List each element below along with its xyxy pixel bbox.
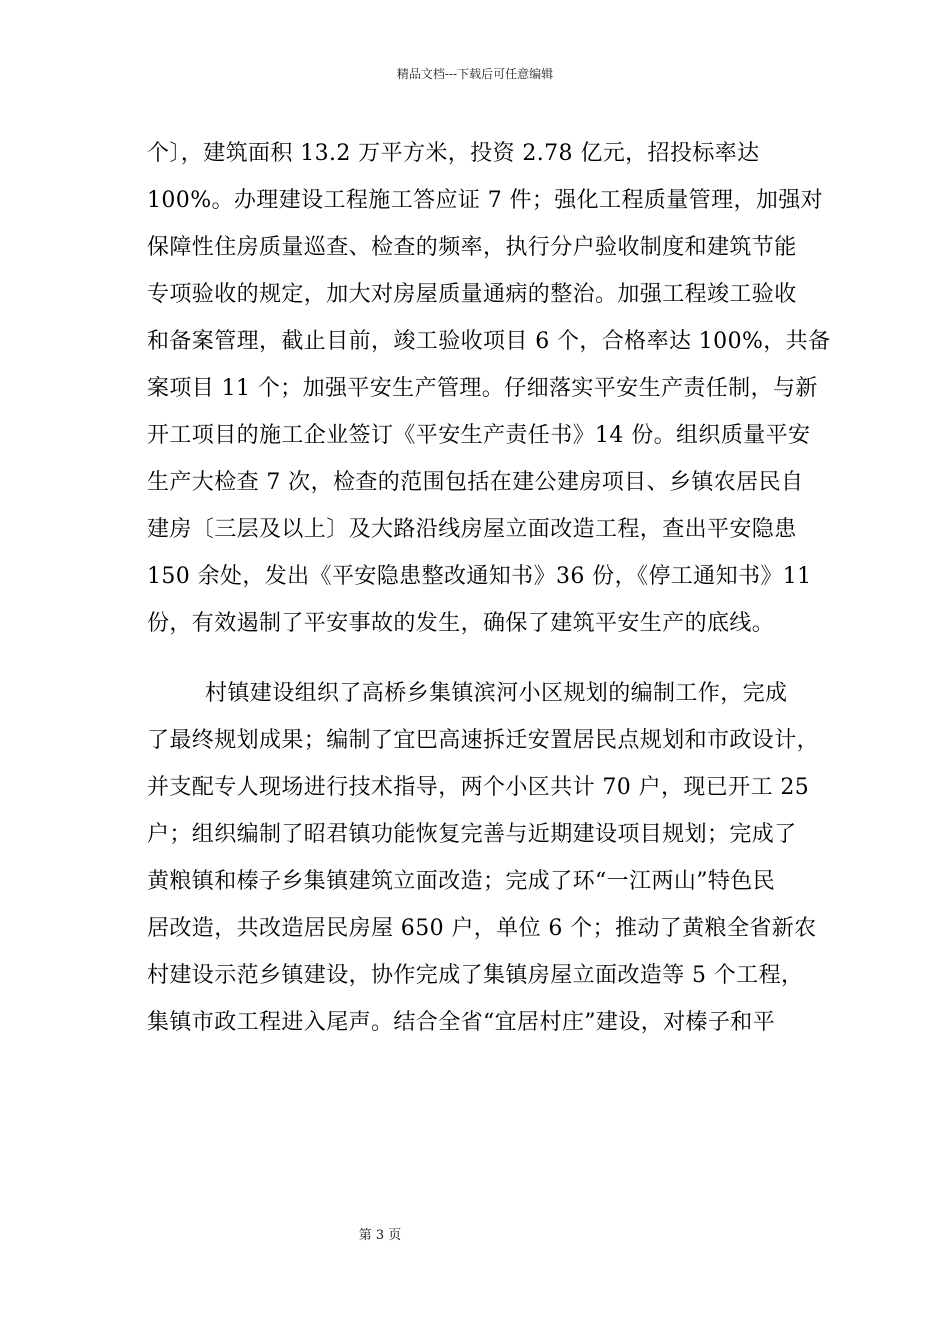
- text-line: 个〕，建筑面积 13.2 万平方米，投资 2.78 亿元，招投标率达: [147, 141, 760, 166]
- text-line: 份，有效遏制了平安事故的发生，确保了建筑平安生产的底线。: [147, 611, 775, 636]
- paragraph-spacer: [147, 647, 807, 670]
- text-line: 了最终规划成果；编制了宜巴高速拆迁安置居民点规划和市政设计，: [147, 728, 820, 753]
- text-line: 保障性住房质量巡查、检查的频率，执行分户验收制度和建筑节能: [147, 235, 797, 260]
- text-line: 建房〔三层及以上〕及大路沿线房屋立面改造工程，查出平安隐患: [147, 517, 797, 542]
- text-line: 户；组织编制了昭君镇功能恢复完善与近期建设项目规划；完成了: [147, 822, 797, 847]
- text-line: 集镇市政工程进入尾声。结合全省“宜居村庄”建设，对榛子和平: [147, 1010, 776, 1035]
- page-number: 第 3 页: [358, 1228, 402, 1243]
- paragraph-2: [147, 670, 820, 1046]
- text-line: 居改造，共改造居民房屋 650 户，单位 6 个；推动了黄粮全省新农: [147, 916, 817, 941]
- text-line: 生产大检查 7 次，检查的范围包括在建公建房项目、乡镇农居民自: [147, 470, 804, 495]
- text-line: 案项目 11 个；加强平安生产管理。仔细落实平安生产责任制，与新: [147, 376, 818, 401]
- text-line: 专项验收的规定，加大对房屋质量通病的整治。加强工程竣工验收: [147, 282, 797, 307]
- page-header: 精品文档---下载后可任意编辑: [396, 67, 554, 81]
- text-line: 和备案管理，截止目前，竣工验收项目 6 个，合格率达 100%，共备: [147, 329, 831, 354]
- text-line: 150 余处，发出《平安隐患整改通知书》36 份，《停工通知书》11: [147, 564, 812, 589]
- document-body: [147, 130, 831, 1046]
- text-line: 开工项目的施工企业签订《平安生产责任书》14 份。组织质量平安: [147, 423, 811, 448]
- text-line: 村建设示范乡镇建设，协作完成了集镇房屋立面改造等 5 个工程，: [147, 963, 804, 988]
- text-line: 100%。办理建设工程施工答应证 7 件；强化工程质量管理，加强对: [147, 188, 824, 213]
- paragraph-1: [147, 130, 831, 647]
- text-line: 黄粮镇和榛子乡集镇建筑立面改造；完成了环“一江两山”特色民: [147, 869, 776, 894]
- text-line: 村镇建设组织了高桥乡集镇滨河小区规划的编制工作，完成: [205, 681, 788, 706]
- text-line: 并支配专人现场进行技术指导，两个小区共计 70 户，现已开工 25: [147, 775, 810, 800]
